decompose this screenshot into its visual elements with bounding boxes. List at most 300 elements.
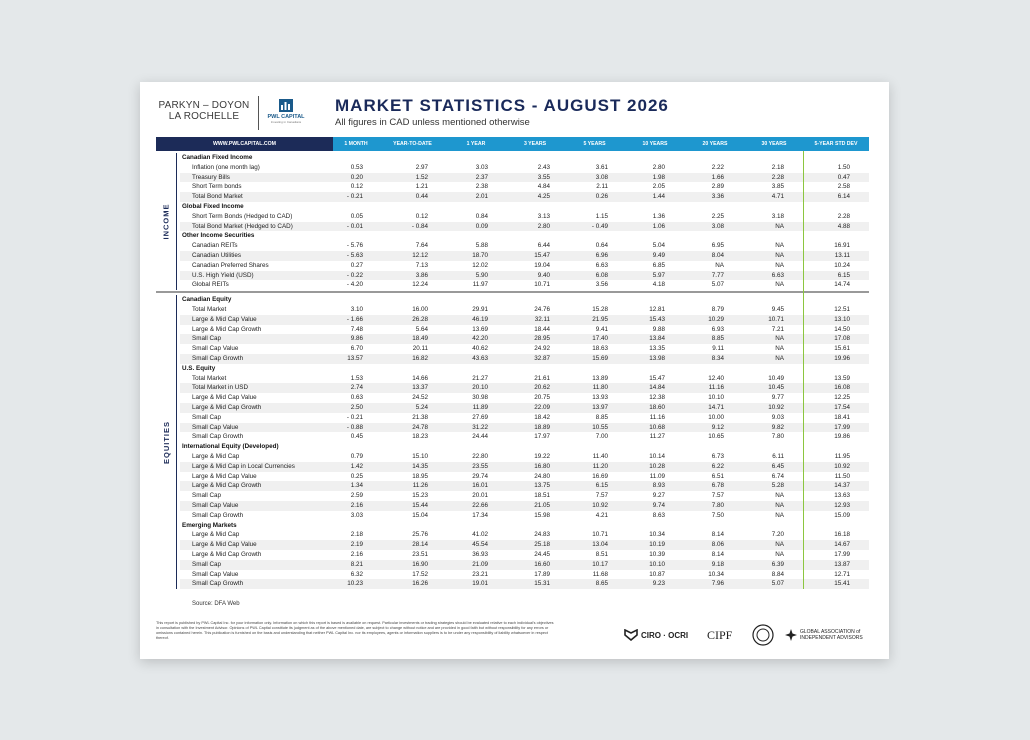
- cell-value: 6.85: [652, 261, 665, 269]
- cell-value: 15.61: [834, 345, 850, 353]
- cell-value: NA: [715, 261, 724, 269]
- table-row: [180, 344, 869, 354]
- cell-value: 0.64: [595, 242, 608, 250]
- row-label: Large & Mid Cap Growth: [192, 482, 262, 490]
- cell-value: 15.41: [834, 580, 850, 588]
- table-row: [180, 280, 869, 290]
- cell-value: 10.71: [534, 281, 550, 289]
- section-divider: [156, 291, 869, 293]
- cell-value: 2.38: [475, 183, 488, 191]
- row-label: Canadian Preferred Shares: [192, 261, 269, 269]
- cell-value: 1.98: [652, 173, 665, 181]
- cell-value: 7.20: [771, 531, 784, 539]
- cell-value: 40.62: [472, 345, 488, 353]
- cell-value: 14.50: [834, 325, 850, 333]
- cell-value: 18.60: [649, 404, 665, 411]
- cell-value: 24.78: [412, 423, 428, 431]
- row-label: Small Cap: [192, 560, 222, 568]
- cell-value: 13.89: [592, 374, 608, 382]
- cell-value: 8.14: [711, 531, 724, 539]
- cell-value: 17.97: [534, 433, 550, 441]
- cell-value: 14.71: [708, 404, 724, 411]
- ciro-logo: [624, 623, 688, 647]
- cell-value: 5.07: [711, 281, 724, 289]
- cell-value: 13.84: [649, 335, 665, 343]
- cell-value: 43.63: [472, 355, 488, 362]
- cell-value: 4.71: [771, 193, 784, 201]
- cell-value: 6.11: [772, 453, 784, 460]
- cell-value: 10.14: [649, 453, 665, 460]
- cell-value: 19.01: [472, 580, 488, 588]
- group-header: [180, 153, 869, 163]
- cell-value: - 0.84: [411, 222, 428, 230]
- cell-value: 5.97: [652, 271, 665, 279]
- cell-value: 1.15: [595, 212, 608, 220]
- cell-value: - 5.76: [346, 242, 363, 250]
- cell-value: 16.69: [592, 472, 608, 480]
- row-label: Large & Mid Cap in Local Currencies: [192, 462, 295, 470]
- table-row: [180, 413, 869, 423]
- cell-value: 3.13: [537, 212, 550, 220]
- cell-value: 8.14: [711, 551, 724, 558]
- group-header: [180, 442, 869, 452]
- cell-value: 2.16: [350, 551, 363, 558]
- group-name: Global Fixed Income: [182, 203, 244, 210]
- table-row: [180, 491, 869, 501]
- cell-value: 2.11: [596, 183, 608, 191]
- row-label: Total Bond Market (Hedged to CAD): [192, 222, 293, 230]
- table-row: [180, 393, 869, 403]
- ciro-text: CIRO · OCRI: [641, 630, 689, 640]
- row-label: Small Cap Growth: [192, 511, 244, 519]
- cell-value: 11.80: [592, 384, 608, 392]
- cell-value: 12.51: [834, 306, 850, 313]
- cell-value: 8.04: [711, 252, 724, 259]
- cell-value: 1.44: [652, 193, 665, 201]
- cell-value: 0.63: [350, 394, 363, 402]
- cell-value: 15.47: [534, 252, 550, 259]
- group-header: [180, 295, 869, 305]
- row-label: Small Cap Value: [192, 423, 239, 431]
- cell-value: 8.79: [711, 306, 724, 313]
- cell-value: 13.87: [834, 560, 850, 568]
- cell-value: 16.01: [472, 482, 488, 490]
- cell-value: 5.07: [771, 580, 784, 588]
- cell-value: 8.21: [350, 560, 363, 568]
- cell-value: 6.96: [595, 252, 608, 259]
- source-note: Source: DFA Web: [192, 601, 240, 607]
- cell-value: 11.95: [834, 453, 850, 460]
- cell-value: 9.77: [771, 394, 784, 402]
- table-row: [180, 222, 869, 232]
- cell-value: 3.08: [595, 173, 608, 181]
- cell-value: 1.50: [837, 163, 850, 171]
- row-label: Canadian REITs: [192, 242, 238, 250]
- cell-value: 2.05: [652, 183, 665, 191]
- cell-value: 26.28: [412, 315, 428, 323]
- cell-value: 3.08: [711, 222, 724, 230]
- cell-value: 18.49: [412, 335, 428, 343]
- cell-value: 15.04: [412, 511, 428, 519]
- table-row: [180, 212, 869, 222]
- cell-value: 18.42: [534, 413, 550, 421]
- cell-value: 13.35: [649, 345, 665, 353]
- cell-value: NA: [775, 551, 784, 558]
- cell-value: 13.93: [592, 394, 608, 402]
- cell-value: 8.65: [595, 580, 608, 588]
- cell-value: NA: [775, 511, 784, 519]
- cell-value: 13.59: [834, 374, 850, 382]
- cell-value: 4.21: [595, 511, 608, 519]
- cell-value: 21.38: [412, 413, 428, 421]
- cell-value: 6.22: [711, 462, 724, 470]
- row-label: Large & Mid Cap Growth: [192, 551, 262, 558]
- cell-value: 2.37: [475, 173, 488, 181]
- cell-value: - 5.63: [346, 252, 363, 259]
- cell-value: 17.52: [412, 570, 428, 578]
- ciro-shield-icon: [624, 629, 638, 641]
- pdl-line1: PARKYN – DOYON: [158, 100, 250, 111]
- cell-value: 6.45: [771, 462, 784, 470]
- cell-value: 14.67: [834, 541, 850, 549]
- cell-value: 10.92: [834, 462, 850, 470]
- table-row: [180, 354, 869, 364]
- cell-value: 2.97: [415, 163, 428, 171]
- row-label: Small Cap Growth: [192, 355, 244, 362]
- cell-value: 2.18: [771, 163, 784, 171]
- cell-value: 6.39: [771, 560, 784, 568]
- cell-value: 1.66: [711, 173, 724, 181]
- cell-value: 11.97: [472, 281, 488, 289]
- cell-value: 15.47: [649, 374, 665, 382]
- cell-value: 23.21: [472, 570, 488, 578]
- cell-value: 4.25: [537, 193, 550, 201]
- table-row: [180, 540, 869, 550]
- cell-value: 10.87: [649, 570, 665, 578]
- cell-value: 7.57: [711, 492, 724, 500]
- table-row: [180, 550, 869, 560]
- cell-value: 2.80: [537, 222, 550, 230]
- row-label: Large & Mid Cap: [192, 531, 240, 539]
- cell-value: 1.36: [652, 212, 665, 220]
- cell-value: 9.88: [652, 325, 665, 333]
- cell-value: 9.27: [652, 492, 665, 500]
- cell-value: 14.74: [834, 281, 850, 289]
- row-label: Canadian Utilities: [192, 252, 242, 259]
- cell-value: 17.08: [834, 335, 850, 343]
- cell-value: 21.95: [592, 315, 608, 323]
- cell-value: 12.38: [649, 394, 665, 402]
- table-row: [180, 462, 869, 472]
- cell-value: 7.77: [711, 271, 724, 279]
- cell-value: 3.18: [771, 212, 784, 220]
- cell-value: 6.63: [595, 261, 608, 269]
- cell-value: - 0.88: [346, 423, 363, 431]
- brand-logos: [154, 94, 314, 134]
- cell-value: 8.85: [711, 335, 724, 343]
- cell-value: 27.69: [472, 413, 488, 421]
- table-row: [180, 452, 869, 462]
- column-header: 10 YEARS: [625, 137, 685, 151]
- row-label: Short Term Bonds (Hedged to CAD): [192, 212, 293, 220]
- cell-value: 13.69: [472, 325, 488, 333]
- cell-value: 2.59: [350, 492, 363, 500]
- cell-value: 12.40: [708, 374, 724, 382]
- cell-value: 22.80: [472, 453, 488, 460]
- table-row: [180, 432, 869, 442]
- table-row: [180, 511, 869, 521]
- cell-value: 12.12: [412, 252, 428, 259]
- cell-value: 9.11: [712, 345, 724, 353]
- cell-value: 3.10: [350, 306, 363, 313]
- cell-value: 11.27: [649, 433, 665, 441]
- cell-value: 12.02: [472, 261, 488, 269]
- row-label: Total Market: [192, 306, 227, 313]
- cell-value: 3.85: [771, 183, 784, 191]
- cell-value: 13.97: [592, 404, 608, 411]
- cell-value: 6.44: [537, 242, 550, 250]
- cell-value: 6.08: [595, 271, 608, 279]
- cell-value: 10.34: [708, 570, 724, 578]
- cell-value: 15.09: [834, 511, 850, 519]
- cell-value: 23.55: [472, 462, 488, 470]
- cell-value: 6.93: [711, 325, 724, 333]
- cell-value: 5.88: [475, 242, 488, 250]
- cell-value: 6.14: [837, 193, 850, 201]
- cell-value: 25.76: [412, 531, 428, 539]
- row-label: Small Cap Value: [192, 570, 239, 578]
- row-label: Large & Mid Cap Value: [192, 541, 257, 549]
- logo-divider: [258, 96, 259, 130]
- cell-value: 13.63: [834, 492, 850, 500]
- table-row: [180, 472, 869, 482]
- cell-value: 3.86: [415, 271, 428, 279]
- row-label: Total Market in USD: [192, 384, 248, 392]
- table-row: [180, 305, 869, 315]
- group-name: Canadian Fixed Income: [182, 154, 253, 161]
- cell-value: 2.22: [711, 163, 724, 171]
- cell-value: 10.34: [649, 531, 665, 539]
- cell-value: 32.87: [534, 355, 550, 362]
- cell-value: 11.68: [592, 570, 608, 578]
- cell-value: 21.05: [534, 502, 550, 509]
- pdl-line2: LA ROCHELLE: [168, 111, 240, 122]
- cell-value: 15.69: [592, 355, 608, 362]
- cell-value: 17.34: [472, 511, 488, 519]
- section-label: [156, 153, 176, 290]
- page-subtitle: All figures in CAD unless mentioned otherwise: [335, 117, 530, 128]
- cell-value: 24.92: [534, 345, 550, 353]
- gaia-line2: INDEPENDENT ADVISORS: [800, 635, 863, 641]
- table-row: [180, 271, 869, 281]
- pdl-logo: [154, 100, 254, 122]
- cell-value: 7.48: [350, 325, 363, 333]
- cell-value: 13.37: [412, 384, 428, 392]
- cell-value: 18.70: [472, 252, 488, 259]
- section-label-text: INCOME: [161, 203, 171, 240]
- cell-value: 15.43: [649, 315, 665, 323]
- row-label: Large & Mid Cap: [192, 453, 240, 460]
- cell-value: 5.24: [415, 404, 428, 411]
- cell-value: 17.99: [834, 551, 850, 558]
- cell-value: 0.05: [350, 212, 363, 220]
- cell-value: 0.20: [350, 173, 363, 181]
- cell-value: - 0.21: [346, 193, 363, 201]
- cell-value: NA: [775, 242, 784, 250]
- gaia-logo: [785, 623, 863, 647]
- cell-value: 17.89: [534, 570, 550, 578]
- cell-value: 1.53: [350, 374, 363, 382]
- table-row: [180, 163, 869, 173]
- cell-value: 2.74: [350, 384, 363, 392]
- cell-value: 30.98: [472, 394, 488, 402]
- cell-value: 10.49: [768, 374, 784, 382]
- group-header: [180, 364, 869, 374]
- cell-value: NA: [775, 261, 784, 269]
- cell-value: 8.34: [711, 355, 724, 362]
- cell-value: 2.25: [711, 212, 724, 220]
- cell-value: 6.51: [711, 472, 724, 480]
- cell-value: 14.35: [412, 462, 428, 470]
- cell-value: 6.15: [595, 482, 608, 490]
- group-name: Canadian Equity: [182, 296, 232, 304]
- table-row: [180, 570, 869, 580]
- cell-value: 2.18: [350, 531, 363, 539]
- cell-value: 36.93: [472, 551, 488, 558]
- cell-value: 5.90: [475, 271, 488, 279]
- cell-value: 4.88: [837, 222, 850, 230]
- cell-value: 0.09: [475, 222, 488, 230]
- cell-value: 14.66: [412, 374, 428, 382]
- group-name: International Equity (Developed): [182, 443, 279, 451]
- cell-value: NA: [775, 252, 784, 259]
- cell-value: 15.31: [534, 580, 550, 588]
- cell-value: 6.63: [771, 271, 784, 279]
- cell-value: 7.80: [711, 502, 724, 509]
- column-header: 5-YEAR STD DEV: [803, 137, 869, 151]
- cell-value: 7.50: [711, 511, 724, 519]
- cell-value: 19.96: [834, 355, 850, 362]
- column-header: YEAR-TO-DATE: [379, 137, 446, 151]
- cell-value: 29.74: [472, 472, 488, 480]
- cell-value: 1.52: [415, 173, 428, 181]
- cell-value: 31.22: [472, 423, 488, 431]
- cell-value: 16.90: [412, 560, 428, 568]
- group-name: U.S. Equity: [182, 364, 216, 372]
- cell-value: 15.98: [534, 511, 550, 519]
- cell-value: 19.04: [534, 261, 550, 269]
- cell-value: 10.17: [592, 560, 608, 568]
- cell-value: NA: [775, 345, 784, 353]
- cell-value: 0.25: [350, 472, 363, 480]
- table-row: [180, 251, 869, 261]
- cell-value: 8.06: [711, 541, 724, 549]
- cell-value: 2.89: [711, 183, 724, 191]
- cell-value: - 4.20: [346, 281, 363, 289]
- cell-value: 0.53: [350, 163, 363, 171]
- cell-value: 10.23: [347, 580, 363, 588]
- cell-value: 20.01: [472, 492, 488, 500]
- cell-value: 18.41: [834, 413, 850, 421]
- cell-value: NA: [775, 222, 784, 230]
- cell-value: 45.54: [472, 541, 488, 549]
- cell-value: 7.96: [711, 580, 724, 588]
- cell-value: 13.04: [592, 541, 608, 549]
- table-row: [180, 481, 869, 491]
- cell-value: 28.95: [534, 335, 550, 343]
- cell-value: 6.95: [711, 242, 724, 250]
- cell-value: 7.57: [595, 492, 608, 500]
- column-header: 5 YEARS: [564, 137, 625, 151]
- table-row: [180, 261, 869, 271]
- cell-value: 0.79: [350, 453, 363, 460]
- cell-value: 0.84: [475, 212, 488, 220]
- cell-value: 11.09: [649, 472, 665, 480]
- cell-value: 41.02: [472, 531, 488, 539]
- cell-value: 32.11: [534, 315, 550, 323]
- cell-value: 9.18: [711, 560, 724, 568]
- cell-value: 12.24: [412, 281, 428, 289]
- row-label: Total Market: [192, 374, 227, 382]
- section-label-text: EQUITIES: [161, 420, 171, 464]
- row-label: Inflation (one month lag): [192, 163, 260, 171]
- table-row: [180, 403, 869, 413]
- cell-value: 10.19: [649, 541, 665, 549]
- cell-value: 9.41: [595, 325, 608, 333]
- column-header: 1 MONTH: [333, 137, 379, 151]
- cell-value: 16.18: [834, 531, 850, 539]
- cell-value: 20.75: [534, 394, 550, 402]
- table-row: [180, 530, 869, 540]
- cell-value: 24.52: [412, 394, 428, 402]
- cell-value: 6.78: [711, 482, 724, 490]
- cell-value: 4.18: [652, 281, 665, 289]
- cipf-logo: CIPF: [707, 627, 733, 642]
- cell-value: 7.13: [415, 261, 428, 269]
- cell-value: 12.71: [834, 570, 850, 578]
- row-label: Small Cap Value: [192, 345, 239, 353]
- cell-value: - 0.01: [346, 222, 363, 230]
- cell-value: 3.03: [350, 511, 363, 519]
- cell-value: 25.18: [534, 541, 550, 549]
- cell-value: 3.55: [537, 173, 550, 181]
- row-label: Large & Mid Cap Value: [192, 315, 257, 323]
- cell-value: 10.10: [649, 560, 665, 568]
- cell-value: 10.55: [592, 423, 608, 431]
- cell-value: 20.11: [412, 345, 428, 353]
- cell-value: 3.61: [595, 163, 608, 171]
- cell-value: 2.50: [350, 404, 363, 411]
- column-header: 30 YEARS: [745, 137, 803, 151]
- row-label: Small Cap: [192, 413, 222, 421]
- cell-value: 23.51: [412, 551, 428, 558]
- table-row: [180, 579, 869, 589]
- cell-value: 24.76: [534, 306, 550, 313]
- cell-value: 2.19: [350, 541, 363, 549]
- cell-value: 11.26: [412, 482, 428, 490]
- cell-value: 13.57: [347, 355, 363, 362]
- pwl-mark-icon: [278, 96, 294, 114]
- row-label: Small Cap Growth: [192, 580, 244, 588]
- cell-value: 15.10: [412, 453, 428, 460]
- cell-value: 10.10: [708, 394, 724, 402]
- cell-value: 10.24: [834, 261, 850, 269]
- cell-value: 19.22: [534, 453, 550, 460]
- cell-value: 16.00: [412, 306, 428, 313]
- cell-value: 0.12: [415, 212, 428, 220]
- group-name: Other Income Securities: [182, 232, 255, 240]
- column-header: 3 YEARS: [506, 137, 564, 151]
